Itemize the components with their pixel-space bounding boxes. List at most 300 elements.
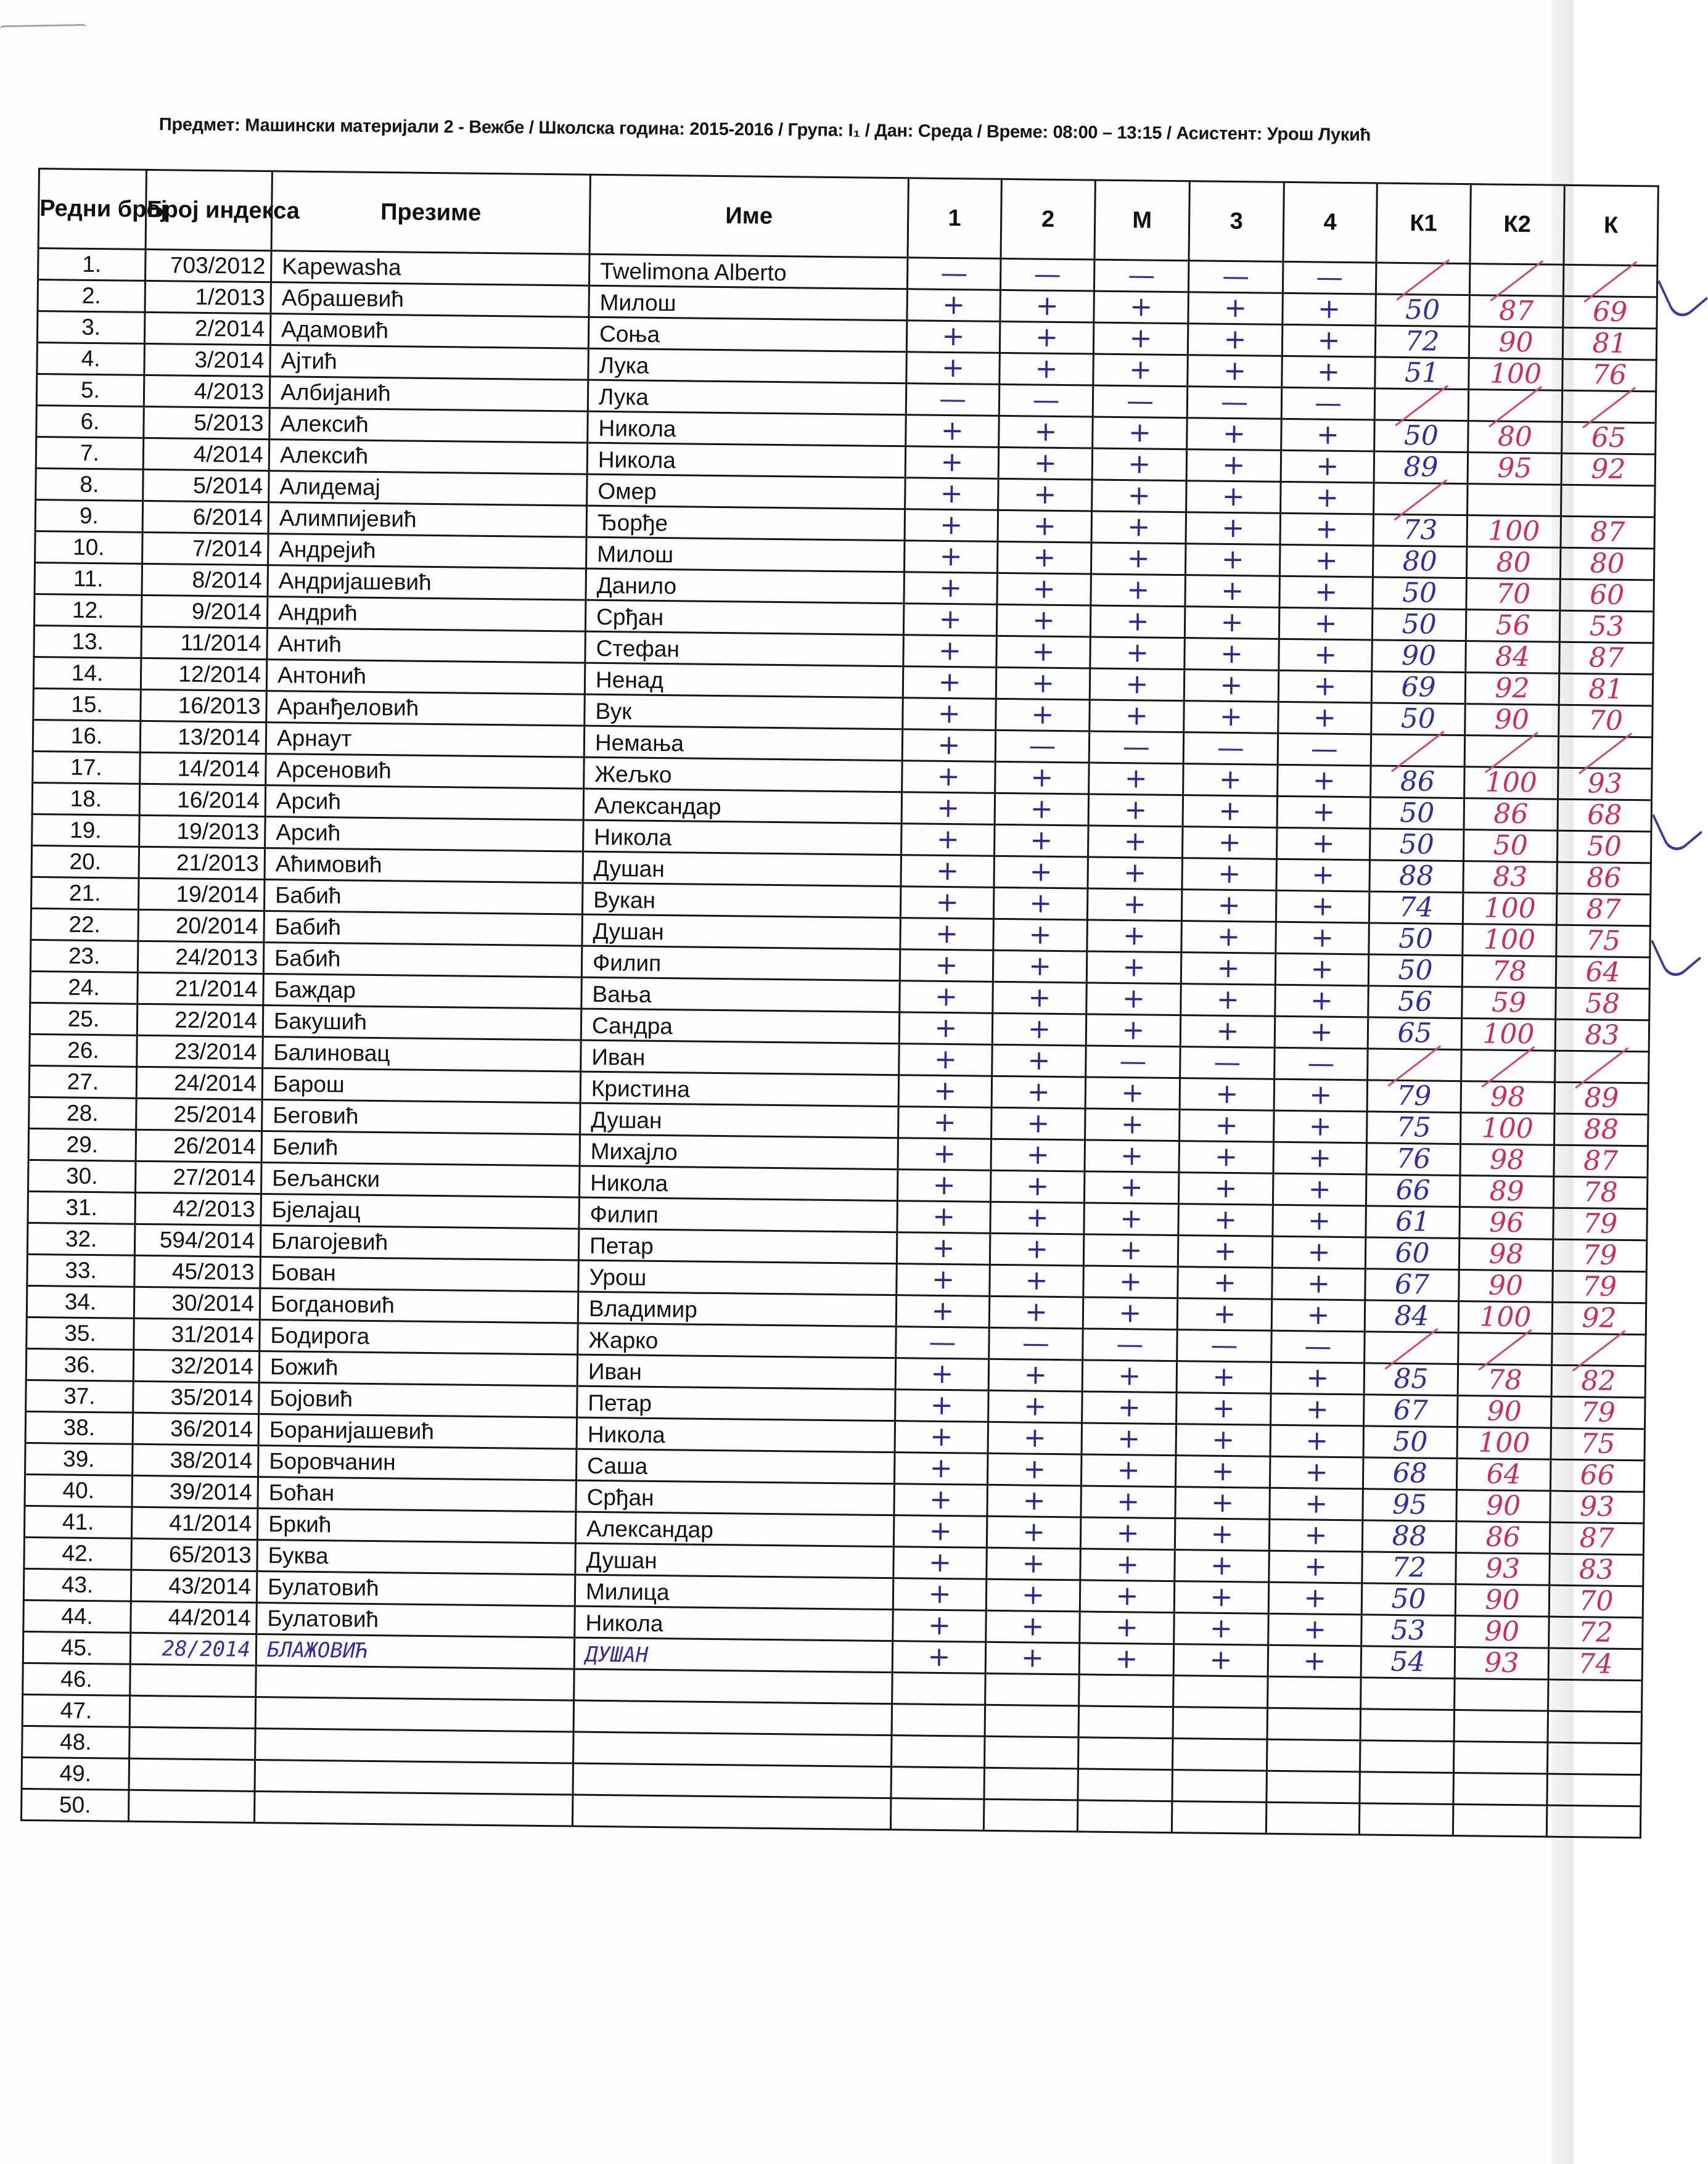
row-number: 46. [23,1663,131,1695]
mark-4: + [1275,1016,1368,1049]
mark-4: + [1270,1425,1364,1457]
first-name: Срђан [576,1480,895,1515]
mark-4: — [1271,1330,1365,1363]
surname: Буква [257,1539,576,1575]
score-k [1558,736,1653,769]
row-number: 2. [38,280,146,313]
mark-4: + [1279,639,1373,671]
mark-1: + [895,1358,989,1391]
mark-1 [891,1767,985,1800]
mark-1: + [903,666,996,699]
index-number: 22/2014 [137,1004,263,1036]
mark-2: + [985,1642,1080,1674]
mark-1: + [900,918,994,951]
check-mark-icon [1651,916,1701,985]
mark-1: + [903,604,997,636]
mark-m: + [1082,1360,1177,1393]
first-name: Александар [575,1512,894,1547]
mark-2: + [995,761,1090,794]
score-k: 78 [1553,1176,1648,1209]
mark-2: + [990,1170,1085,1203]
mark-2: + [998,447,1093,480]
score-k2: 59 [1462,987,1556,1020]
row-number: 30. [28,1160,136,1192]
mark-1: — [896,1327,990,1359]
score-k2: 90 [1456,1490,1551,1523]
score-k2 [1468,390,1562,422]
first-name: Никола [577,1417,895,1453]
score-k: 87 [1559,642,1654,674]
score-k: 93 [1550,1491,1644,1523]
score-k1: 73 [1373,514,1468,547]
score-k: 87 [1554,1145,1648,1178]
mark-m: + [1083,1234,1178,1267]
mark-4: + [1276,827,1370,860]
index-number: 12/2014 [141,658,267,691]
mark-3: + [1181,890,1276,922]
row-number: 37. [26,1380,134,1412]
score-k2: 90 [1455,1616,1550,1649]
mark-2: + [987,1453,1082,1486]
index-number [129,1758,255,1791]
score-k1 [1361,1678,1455,1710]
index-number: 24/2013 [138,941,264,973]
index-number: 32/2014 [133,1350,260,1382]
mark-4: + [1280,513,1374,546]
score-k: 58 [1556,988,1650,1020]
mark-3: + [1175,1550,1270,1583]
surname: Арнаут [266,723,585,758]
mark-2: + [996,636,1091,668]
mark-2: + [993,919,1088,951]
row-number: 38. [25,1411,133,1444]
score-k: 89 [1554,1082,1649,1115]
mark-m: + [1082,1391,1177,1424]
surname: Бјелајац [261,1194,580,1229]
row-number: 34. [27,1285,134,1318]
col-header-name: Име [589,174,908,258]
score-k1: 51 [1375,357,1469,390]
mark-4: + [1276,859,1370,891]
row-number: 33. [27,1254,135,1287]
first-name: Душан [583,851,901,887]
mark-m: + [1089,763,1184,795]
score-k: 87 [1556,893,1651,926]
first-name: Филип [579,1197,898,1232]
mark-m: + [1084,1203,1179,1236]
score-k2: 90 [1458,1396,1552,1428]
score-k2: 80 [1466,547,1561,580]
mark-m: + [1087,888,1182,921]
first-name: Саша [577,1449,895,1484]
mark-4: + [1273,1205,1366,1237]
mark-m: + [1085,1109,1180,1141]
index-number: 21/2013 [139,846,265,879]
index-number: 44/2014 [131,1601,257,1634]
score-k2: 64 [1456,1459,1551,1491]
score-k: 81 [1562,327,1657,360]
row-number: 19. [32,814,140,846]
student-table [20,168,1659,1838]
row-number: 4. [37,342,145,375]
mark-4: — [1281,387,1375,420]
mark-1: + [894,1484,988,1517]
mark-1: + [902,729,996,762]
score-k2: 83 [1463,861,1558,894]
score-k1: 54 [1361,1646,1455,1679]
score-k1: 50 [1361,1583,1456,1616]
index-number: 3/2014 [144,343,271,376]
score-k: 69 [1563,296,1657,329]
surname: Антић [267,628,586,663]
score-k2: 93 [1456,1553,1550,1586]
mark-m: + [1090,605,1185,638]
row-number: 23. [30,940,138,972]
score-k1: 88 [1369,860,1464,893]
score-k: 65 [1562,422,1656,454]
mark-1: + [903,635,997,668]
mark-1 [890,1798,984,1831]
mark-1: + [904,541,998,573]
surname: БЛАЖОВИЋ [256,1634,575,1669]
score-k2: 80 [1468,421,1562,454]
index-number: 20/2014 [138,909,265,942]
surname: Бабић [263,943,582,978]
index-number: 42/2013 [135,1192,261,1225]
score-k [1547,1742,1641,1775]
mark-m: + [1088,857,1183,890]
first-name: Вања [581,977,900,1012]
score-k1: 66 [1366,1174,1460,1207]
surname: Бркић [257,1508,576,1543]
index-number: 19/2014 [138,878,265,911]
mark-3: + [1185,544,1280,576]
score-k1: 53 [1361,1615,1456,1647]
mark-3: — [1183,732,1278,765]
score-k2: 100 [1458,1301,1553,1334]
mark-3: + [1175,1456,1270,1488]
mark-m: — [1094,260,1189,292]
surname [255,1728,574,1763]
mark-2: + [986,1610,1080,1643]
mark-1: + [896,1295,990,1328]
index-number [130,1664,257,1697]
row-number: 32. [27,1223,135,1255]
surname: Аћимовић [265,848,583,883]
score-k2: 100 [1467,515,1561,548]
mark-m: — [1093,385,1188,418]
mark-m [1078,1706,1173,1739]
mark-3: + [1174,1581,1269,1614]
index-number: 5/2013 [144,406,270,439]
surname: Ајтић [270,345,589,380]
score-k2: 86 [1464,798,1558,831]
mark-2: + [987,1547,1081,1580]
score-k1: 68 [1363,1457,1457,1490]
surname: Барош [262,1068,581,1104]
mark-2: + [987,1516,1081,1549]
row-number: 24. [30,971,138,1004]
mark-4: + [1282,324,1376,357]
mark-m: + [1090,700,1185,732]
first-name: Александар [583,789,902,824]
surname [255,1697,574,1732]
mark-4: — [1278,733,1371,766]
score-k: 60 [1560,579,1654,612]
mark-m: + [1091,574,1186,607]
mark-4: + [1272,1236,1366,1269]
mark-m: + [1083,1297,1178,1330]
score-k1 [1374,388,1469,421]
score-k1: 50 [1369,829,1464,861]
score-k2: 50 [1463,830,1558,863]
first-name [574,1669,893,1704]
mark-2: + [988,1422,1082,1454]
mark-4: + [1279,607,1373,640]
mark-m: + [1092,480,1187,512]
first-name: Никола [583,820,902,855]
mark-4: + [1274,1079,1368,1112]
mark-2: + [995,793,1089,826]
score-k: 92 [1552,1302,1646,1335]
mark-m: + [1086,983,1181,1015]
score-k: 79 [1553,1208,1648,1240]
score-k2 [1468,484,1562,517]
mark-3: + [1184,670,1279,702]
mark-4: + [1281,450,1374,483]
col-header-surname: Презиме [271,171,590,255]
score-k2: 96 [1460,1207,1554,1240]
mark-1: + [902,761,996,793]
score-k1 [1359,1803,1453,1836]
score-k2 [1453,1804,1547,1837]
score-k1: 85 [1364,1363,1458,1396]
mark-4 [1267,1771,1360,1803]
row-number: 11. [35,562,142,595]
score-k2: 78 [1462,956,1556,988]
mark-2 [985,1736,1079,1769]
col-header-2: 2 [1001,179,1095,260]
score-k [1563,264,1657,297]
score-k: 92 [1561,453,1656,486]
col-header-k2: К2 [1470,184,1564,265]
col-header-k: К [1564,185,1658,266]
mark-4: + [1275,953,1369,986]
mark-m: — [1089,731,1184,764]
mark-1 [892,1673,986,1705]
mark-3: + [1176,1393,1271,1425]
mark-m: + [1079,1643,1174,1676]
score-k2 [1453,1741,1548,1774]
mark-3: + [1178,1236,1273,1268]
first-name: Иван [577,1355,896,1390]
score-k [1555,1051,1649,1083]
score-k1: 67 [1364,1395,1458,1427]
first-name: Жарко [578,1323,897,1358]
first-name: Ненад [585,663,903,698]
mark-m: + [1093,354,1188,387]
mark-2: + [995,824,1089,857]
mark-2: + [990,1233,1084,1266]
index-number [128,1790,255,1822]
score-k1: 65 [1368,1017,1462,1050]
mark-1: + [900,887,994,919]
first-name: Петар [578,1229,897,1264]
surname: Благојевић [260,1226,579,1261]
mark-2: + [991,1139,1085,1171]
col-header-1: 1 [908,178,1001,259]
row-number: 36. [26,1348,134,1381]
mark-4: + [1276,890,1369,923]
mark-4: + [1281,419,1375,451]
row-number: 43. [23,1568,131,1601]
mark-m: + [1082,1423,1176,1456]
mark-2: + [986,1579,1080,1612]
score-k1: 95 [1363,1489,1457,1522]
first-name: Михајло [580,1134,898,1170]
index-number: 19/2013 [139,815,266,848]
mark-2 [983,1799,1078,1832]
row-number: 14. [33,657,141,689]
mark-m: + [1080,1549,1175,1581]
mark-4: + [1268,1613,1362,1646]
score-k2 [1464,736,1559,768]
mark-m: — [1083,1329,1178,1361]
mark-m [1078,1769,1173,1801]
mark-3: + [1183,795,1278,828]
score-k2 [1454,1710,1548,1742]
mark-1: — [907,258,1001,290]
mark-2: + [990,1202,1085,1234]
index-number: 9/2014 [141,595,268,628]
row-number: 8. [36,468,144,501]
first-name: Душан [575,1543,894,1578]
score-k2: 90 [1455,1584,1550,1617]
mark-3: — [1180,1047,1275,1080]
col-header-k1: К1 [1376,183,1471,264]
mark-3: + [1176,1424,1271,1457]
score-k: 79 [1553,1271,1647,1303]
score-k2: 100 [1457,1427,1551,1460]
mark-m: + [1086,951,1181,984]
mark-1: + [906,321,1000,353]
mark-1: + [907,289,1001,322]
surname: Балиновац [263,1037,581,1072]
mark-3: + [1185,575,1280,608]
mark-3: + [1188,292,1283,325]
surname: Бoћан [258,1477,577,1512]
row-number: 47. [22,1694,130,1727]
mark-3: + [1186,512,1281,545]
mark-m: + [1080,1580,1175,1613]
mark-m: + [1085,1140,1180,1173]
surname: Андрић [267,597,586,632]
mark-m: + [1088,826,1183,858]
sheet-header: Предмет: Машински материјали 2 - Вежбе / Школска година: 2015-2016 / Група: I₁ / Дан: Среда / Време: 08:00 – 13:15 / Асистент: Урош Лукић [158,115,1371,145]
mark-m: + [1080,1612,1175,1644]
score-k: 83 [1550,1554,1644,1586]
first-name: Срђан [585,600,904,635]
row-number: 45. [23,1631,131,1664]
index-number: 28/2014 [130,1633,257,1665]
score-k2: 84 [1466,641,1560,674]
score-k: 79 [1551,1396,1646,1429]
row-number: 49. [22,1757,129,1790]
score-k1: 50 [1370,797,1464,830]
first-name [573,1732,892,1767]
mark-m: + [1081,1486,1176,1518]
mark-1: + [900,949,993,982]
index-number: 27/2014 [136,1161,262,1194]
mark-3: — [1187,387,1282,419]
first-name: Владимир [578,1292,897,1327]
score-k1: 61 [1366,1206,1460,1239]
mark-1: + [897,1201,991,1234]
mark-1 [892,1704,985,1737]
mark-4: + [1281,482,1374,514]
surname: Аранђеловић [266,691,585,726]
mark-3: — [1188,261,1283,293]
index-number: 43/2014 [131,1570,257,1602]
surname: Албијанић [269,377,588,412]
first-name: Стефан [585,631,904,666]
mark-4: + [1278,670,1372,703]
score-k2: 98 [1461,1081,1555,1114]
mark-m: + [1080,1517,1175,1550]
mark-2: + [993,982,1087,1014]
mark-4: — [1283,261,1376,294]
mark-1: + [906,415,1000,448]
row-number: 39. [25,1443,133,1475]
first-name: Милош [589,285,908,321]
score-k2: 95 [1468,453,1562,485]
mark-3: + [1175,1487,1270,1520]
surname: Белић [261,1131,580,1166]
score-k: 76 [1562,359,1657,391]
score-k: 74 [1548,1648,1643,1681]
score-k1: 79 [1367,1080,1461,1113]
surname: Андрејић [268,534,587,569]
first-name: Урош [578,1260,897,1295]
index-number: 8/2014 [142,564,268,596]
score-k [1561,485,1656,517]
score-k [1552,1334,1646,1366]
score-k2 [1455,1679,1549,1711]
mark-3 [1173,1676,1268,1708]
surname: Алексић [269,408,588,443]
row-number: 18. [32,782,140,815]
mark-1: + [903,698,996,731]
mark-2: — [989,1327,1083,1360]
index-number: 21/2014 [138,972,264,1005]
mark-4: + [1272,1268,1366,1300]
mark-1: + [893,1610,987,1642]
mark-4: — [1275,1047,1368,1080]
score-k2: 90 [1465,704,1559,737]
check-mark-icon [1658,256,1708,324]
mark-1: + [899,1044,993,1076]
score-k2: 100 [1464,767,1559,800]
index-number: 39/2014 [132,1475,258,1508]
score-k2 [1461,1050,1556,1083]
mark-3 [1172,1770,1267,1803]
mark-4: + [1275,985,1369,1017]
row-number: 7. [36,436,144,469]
check-mark-icon [1652,790,1702,859]
index-number: 35/2014 [133,1381,260,1414]
score-k2 [1453,1773,1548,1805]
score-k2: 100 [1460,1113,1554,1146]
